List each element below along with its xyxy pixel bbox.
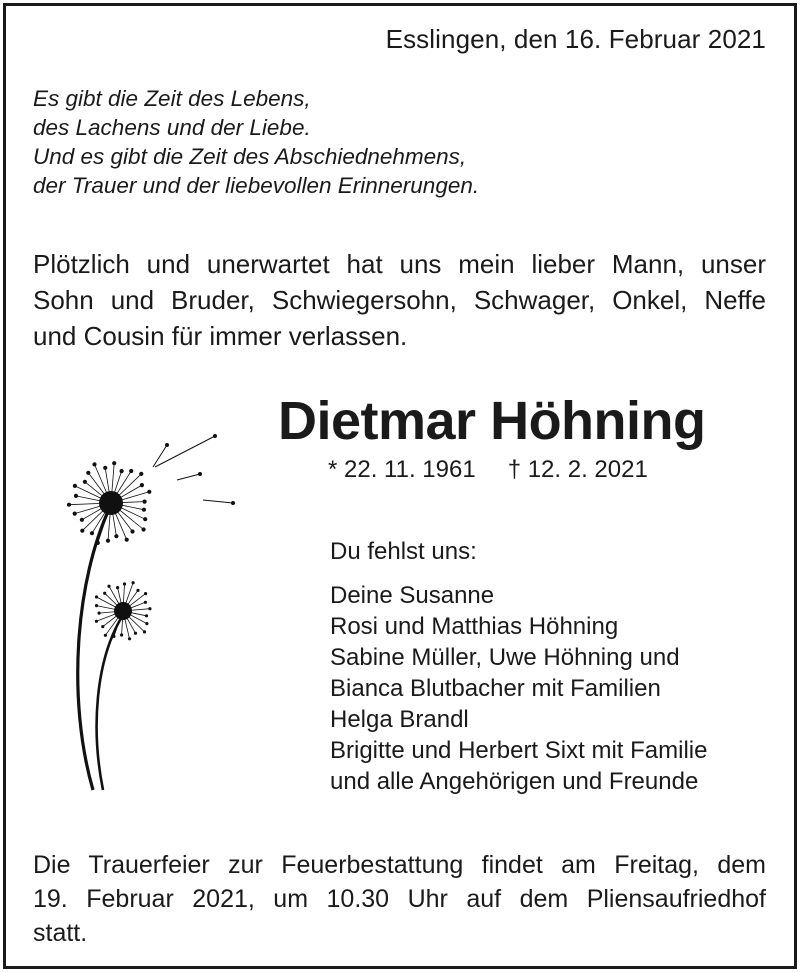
mourner-line: Helga Brandl <box>330 706 469 733</box>
poem-line: des Lachens und der Liebe. <box>33 115 311 140</box>
mourner-line: und alle Angehörigen und Freunde <box>330 768 699 795</box>
poem-line: Und es gibt die Zeit des Abschiednehmens, <box>33 144 467 169</box>
ceremony-line: 19. Februar 2021, um 10.30 Uhr auf dem Pliensaufriedhof <box>33 885 766 913</box>
dandelion-icon <box>55 410 255 800</box>
mourner-line: Rosi und Matthias Höhning <box>330 613 619 640</box>
intro-text <box>33 246 766 354</box>
intro-line: Sohn und Bruder, Schwiegersohn, Schwager, Onkel, Neffe <box>33 285 766 315</box>
ceremony-line: Die Trauerfeier zur Feuerbestattung findet am Freitag, dem <box>33 851 766 879</box>
ceremony-line: statt. <box>33 919 88 947</box>
intro-line: und Cousin für immer verlassen. <box>33 321 408 351</box>
mourners-list <box>330 580 707 797</box>
ceremony-text <box>33 848 766 950</box>
life-dates <box>328 456 648 484</box>
birth-date: * 22. 11. 1961 <box>328 456 476 483</box>
mourner-line: Deine Susanne <box>330 582 495 609</box>
mourner-line: Brigitte und Herbert Sixt mit Familie <box>330 737 708 764</box>
deceased-name: Dietmar Höhning <box>278 391 706 451</box>
mourner-line: Sabine Müller, Uwe Höhning und <box>330 644 680 671</box>
intro-line: Plötzlich und unerwartet hat uns mein lieber Mann, unser <box>33 249 766 279</box>
poem-line: Es gibt die Zeit des Lebens, <box>33 86 311 111</box>
place-date: Esslingen, den 16. Februar 2021 <box>385 24 766 54</box>
poem-line: der Trauer und der liebevollen Erinnerungen. <box>33 173 480 198</box>
poem <box>33 84 479 200</box>
mourners-heading: Du fehlst uns: <box>330 538 477 565</box>
mourner-line: Bianca Blutbacher mit Familien <box>330 675 661 702</box>
death-date: † 12. 2. 2021 <box>507 456 648 483</box>
